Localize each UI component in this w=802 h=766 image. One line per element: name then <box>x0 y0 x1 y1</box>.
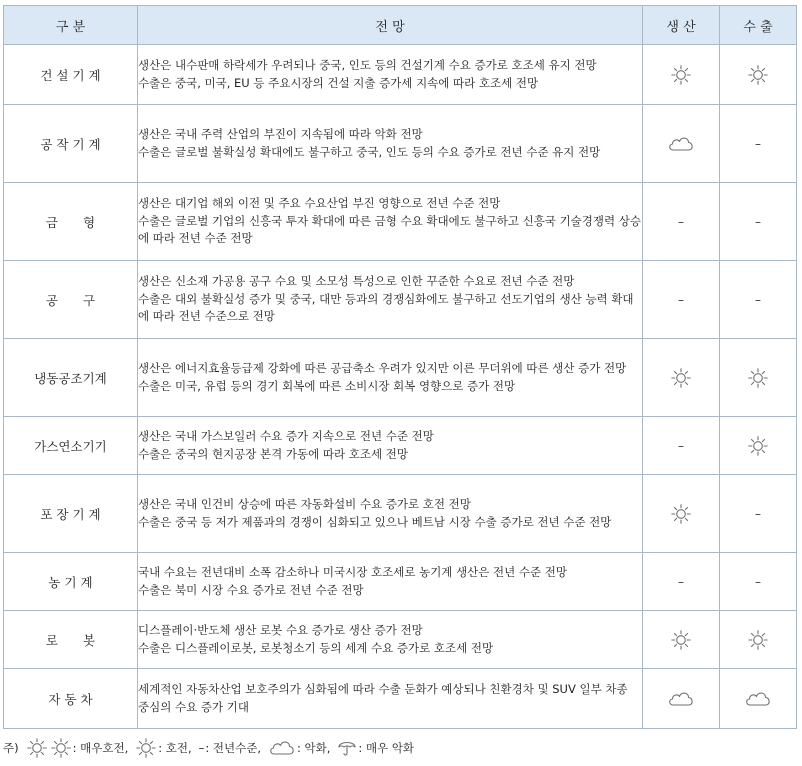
category-label: 공 작 기 계 <box>40 136 101 152</box>
export-cell <box>720 611 797 669</box>
dash-icon: – <box>678 214 684 229</box>
production-cell <box>643 183 720 261</box>
category-cell <box>4 261 138 339</box>
sun-icon <box>670 367 692 389</box>
outlook-line: 생산은 에너지효율등급제 강화에 따른 공급축소 우려가 있지만 이른 무더위에 따른 생산 증가 전망 <box>138 361 627 375</box>
outlook-line: 디스플레이·반도체 생산 로봇 수요 증가로 생산 증가 전망 <box>138 623 423 637</box>
header-production: 생 산 <box>643 6 720 45</box>
cloud-icon <box>667 689 695 709</box>
outlook-line: 수출은 디스플레이로봇, 로봇청소기 등의 세계 수요 증가로 호조세 전망 <box>138 640 494 655</box>
production-cell <box>643 417 720 475</box>
category-cell <box>4 669 138 729</box>
outlook-cell <box>138 611 643 669</box>
category-label: 로 봇 <box>45 632 96 648</box>
table-row <box>4 417 797 475</box>
category-cell <box>4 45 138 105</box>
legend-label: : 매우호전, <box>72 741 129 755</box>
outlook-cell <box>138 183 643 261</box>
table-row <box>4 183 797 261</box>
table-row <box>4 553 797 611</box>
header-outlook: 전 망 <box>138 6 643 45</box>
sun-icon <box>135 737 157 759</box>
export-cell <box>720 669 797 729</box>
sun-icon <box>747 629 769 651</box>
cloud-icon <box>744 689 772 709</box>
outlook-cell <box>138 553 643 611</box>
category-label: 포 장 기 계 <box>40 506 101 522</box>
legend-label: : 호전, <box>158 741 192 755</box>
outlook-line: 생산은 내수판매 하락세가 우려되나 중국, 인도 등의 건설기계 수요 증가로 호조세 유지 전망 <box>138 58 597 72</box>
outlook-cell <box>138 669 643 729</box>
legend <box>3 734 420 762</box>
outlook-cell <box>138 105 643 183</box>
table-row <box>4 261 797 339</box>
production-cell <box>643 553 720 611</box>
category-label: 건 설 기 계 <box>40 67 101 83</box>
category-label: 공 구 <box>45 292 96 308</box>
export-cell <box>720 45 797 105</box>
export-cell <box>720 553 797 611</box>
legend-prefix: 주) <box>3 741 19 755</box>
outlook-line: 수출은 대외 불확실성 증가 및 중국, 대만 등과의 경쟁심화에도 불구하고 선도기업의 생산 능력 확대에 따라 전년 수준으로 전망 <box>138 291 634 324</box>
header-category: 구 분 <box>4 6 138 45</box>
export-cell <box>720 417 797 475</box>
category-label: 가스연소기기 <box>34 438 107 454</box>
outlook-line: 생산은 국내 인건비 상승에 따른 자동화설비 수요 증가로 호전 전망 <box>138 497 471 511</box>
sun-icon <box>747 435 769 457</box>
table-row <box>4 611 797 669</box>
outlook-line: 수출은 중국 등 저가 제품과의 경쟁이 심화되고 있으나 베트남 시장 수출 증가로 전년 수준 전망 <box>138 514 612 529</box>
outlook-cell <box>138 417 643 475</box>
legend-label: : 악화, <box>297 741 331 755</box>
outlook-cell <box>138 339 643 417</box>
production-cell <box>643 611 720 669</box>
production-cell <box>643 475 720 553</box>
legend-label: : 전년수준, <box>205 741 262 755</box>
outlook-table <box>3 5 797 729</box>
sun-icon <box>50 737 72 759</box>
outlook-line: 세계적인 자동차산업 보호주의가 심화됨에 따라 수출 둔화가 예상되나 친환경차 및 SUV 일부 차종 중심의 수요 증가 기대 <box>138 682 628 714</box>
dash-icon: – <box>678 292 684 307</box>
header-export: 수 출 <box>720 6 797 45</box>
outlook-line: 국내 수요는 전년대비 소폭 감소하나 미국시장 호조세로 농기계 생산은 전년 수준 전망 <box>138 565 568 579</box>
sun-icon <box>747 367 769 389</box>
category-label: 농 기 계 <box>48 574 93 590</box>
outlook-cell <box>138 45 643 105</box>
category-cell <box>4 183 138 261</box>
outlook-line: 생산은 국내 주력 산업의 부진이 지속됨에 따라 악화 전망 <box>138 127 423 141</box>
cloud-icon <box>268 738 296 758</box>
table-row <box>4 669 797 729</box>
umbrella-icon <box>337 738 357 758</box>
outlook-cell <box>138 475 643 553</box>
sun-icon <box>670 64 692 86</box>
category-label: 냉동공조기계 <box>34 370 107 386</box>
outlook-line: 수출은 북미 시장 수요 증가로 전년 수준 전망 <box>138 582 364 597</box>
production-cell <box>643 339 720 417</box>
export-cell <box>720 105 797 183</box>
production-cell <box>643 105 720 183</box>
table-row <box>4 45 797 105</box>
category-label: 자 동 차 <box>48 691 93 707</box>
table-row <box>4 105 797 183</box>
dash-icon: – <box>755 506 761 521</box>
category-cell <box>4 105 138 183</box>
category-cell <box>4 339 138 417</box>
outlook-line: 수출은 중국, 미국, EU 등 주요시장의 건설 지출 증가세 지속에 따라 호조세 전망 <box>138 75 539 90</box>
production-cell <box>643 45 720 105</box>
production-cell <box>643 669 720 729</box>
sun-icon <box>670 503 692 525</box>
category-cell <box>4 611 138 669</box>
dash-icon: – <box>755 574 761 589</box>
dash-icon: – <box>755 136 761 151</box>
category-label: 금 형 <box>45 214 96 230</box>
outlook-line: 수출은 중국의 현지공장 본격 가동에 따라 호조세 전망 <box>138 446 408 461</box>
table-row <box>4 339 797 417</box>
export-cell <box>720 183 797 261</box>
outlook-line: 수출은 글로벌 불확실성 확대에도 불구하고 중국, 인도 등의 수요 증가로 전년 수준 유지 전망 <box>138 144 601 159</box>
export-cell <box>720 339 797 417</box>
outlook-line: 생산은 신소재 가공용 공구 수요 및 소모성 특성으로 인한 꾸준한 수요로 전년 수준 전망 <box>138 274 575 289</box>
sun-icon <box>26 737 48 759</box>
export-cell <box>720 475 797 553</box>
outlook-cell <box>138 261 643 339</box>
outlook-line: 수출은 글로벌 기업의 신흥국 투자 확대에 따른 금형 수요 확대에도 불구하고 신흥국 기술경쟁력 상승에 따라 전년 수준 전망 <box>138 213 641 246</box>
cloud-icon <box>667 134 695 154</box>
outlook-line: 수출은 미국, 유럽 등의 경기 회복에 따른 소비시장 회복 영향으로 증가 전망 <box>138 378 516 393</box>
legend-label: : 매우 악화 <box>358 741 415 755</box>
dash-icon: – <box>678 574 684 589</box>
header-row <box>4 6 797 45</box>
sun-icon <box>747 64 769 86</box>
dash-icon: – <box>198 741 205 755</box>
outlook-line: 생산은 대기업 해외 이전 및 주요 수요산업 부진 영향으로 전년 수준 전망 <box>138 196 501 211</box>
sun-icon <box>670 629 692 651</box>
category-cell <box>4 417 138 475</box>
dash-icon: – <box>755 214 761 229</box>
outlook-line: 생산은 국내 가스보일러 수요 증가 지속으로 전년 수준 전망 <box>138 429 434 443</box>
category-cell <box>4 553 138 611</box>
dash-icon: – <box>755 292 761 307</box>
export-cell <box>720 261 797 339</box>
production-cell <box>643 261 720 339</box>
category-cell <box>4 475 138 553</box>
dash-icon: – <box>678 438 684 453</box>
table-row <box>4 475 797 553</box>
